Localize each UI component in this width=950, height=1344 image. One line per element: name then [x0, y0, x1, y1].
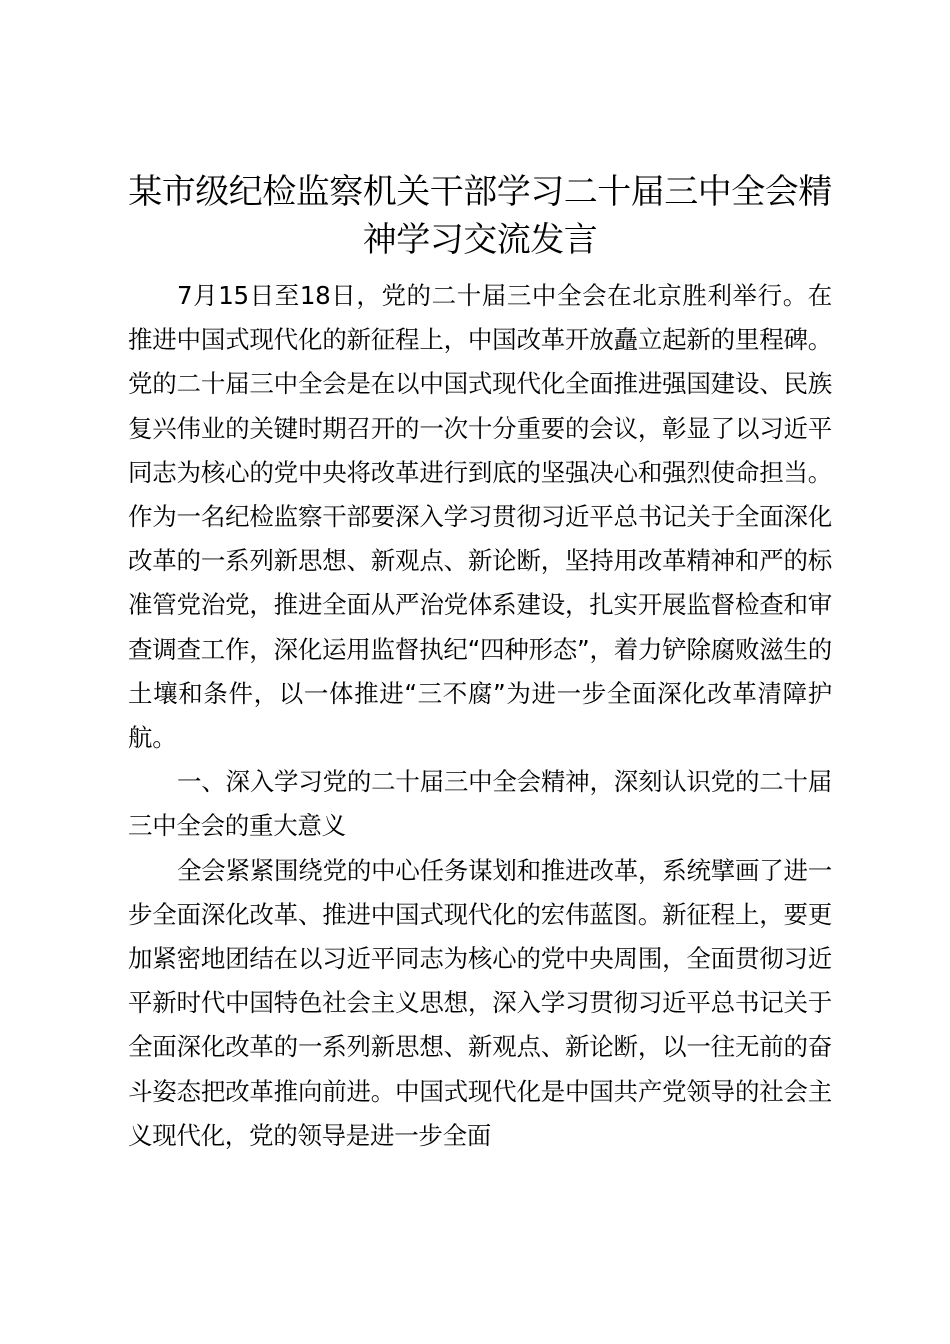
document-page [128, 168, 832, 1158]
section-heading-1: 一、深入学习党的二十届三中全会精神，深刻认识党的二十届三中全会的重大意义 [128, 767, 832, 841]
document-body [128, 274, 832, 1158]
paragraph-intro: 7月15日至18日，党的二十届三中全会在北京胜利举行。在推进中国式现代化的新征程上，中国改革开放矗立起新的里程碑。党的二十届三中全会是在以中国式现代化全面推进强国建设、民族复兴伟业的关键时期召开的一次十分重要的会议，彰显了以习近平同志为核心的党中央将改革进行到底的坚强决心和强烈使命担当。作为一名纪检监察干部要深入学习贯彻习近平总书记关于全面深化改革的一系列新思想、新观点、新论断，坚持用改革精神和严的标准管党治党，推进全面从严治党体系建设，扎实开展监督检查和审查调查工作，深化运用监督执纪“四种形态”，着力铲除腐败滋生的土壤和条件，以一体推进“三不腐”为进一步全面深化改革清障护航。 [128, 281, 832, 753]
paragraph-section-1: 全会紧紧围绕党的中心任务谋划和推进改革，系统擘画了进一步全面深化改革、推进中国式现代化的宏伟蓝图。新征程上，要更加紧密地团结在以习近平同志为核心的党中央周围，全面贯彻习近平新时代中国特色社会主义思想，深入学习贯彻习近平总书记关于全面深化改革的一系列新思想、新观点、新论断，以一往无前的奋斗姿态把改革推向前进。中国式现代化是中国共产党领导的社会主义现代化，党的领导是进一步全面 [128, 855, 832, 1150]
document-title: 某市级纪检监察机关干部学习二十届三中全会精神学习交流发言 [128, 172, 832, 260]
